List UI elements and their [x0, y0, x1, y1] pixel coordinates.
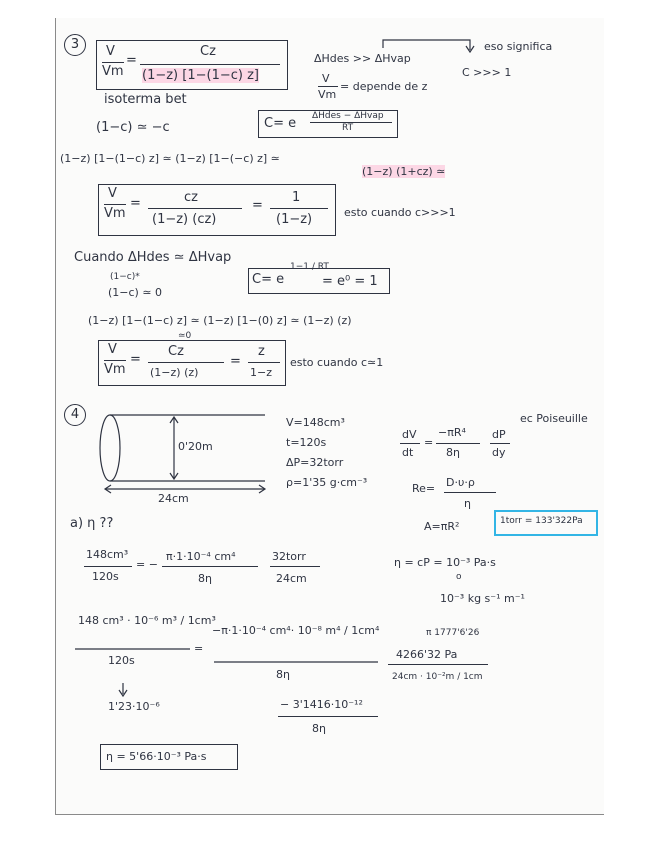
- c-one-tail: = e⁰ = 1: [322, 274, 378, 289]
- note2-den: Vm: [318, 88, 337, 101]
- result-2-bar: [278, 716, 378, 717]
- sub1-b-bar: [162, 566, 258, 567]
- sub2-eq: =: [194, 642, 204, 655]
- eq1-eq: =: [126, 53, 137, 68]
- sub1-a-den: 120s: [92, 570, 119, 583]
- pois-rhs-num: dP: [492, 428, 506, 441]
- eq3-mid-den: (1−z) (z): [150, 366, 199, 379]
- pois-mid-bar: [436, 443, 480, 444]
- case2-a: (1−c)*: [110, 272, 140, 282]
- eq3-rhs-bar: [248, 362, 280, 363]
- result-2-den: 8η: [312, 722, 326, 735]
- result-1: 1'23·10⁻⁶: [108, 700, 160, 713]
- given-volume: V=148cm³: [286, 416, 345, 429]
- sub2-c-bar: [388, 664, 488, 665]
- eq3-mid-bar: [148, 362, 224, 363]
- sub1-eq: = −: [136, 558, 158, 571]
- sub2-c-top: π 1777'6'26: [426, 628, 480, 638]
- eq3-eq2: =: [230, 354, 241, 369]
- eq2-lhs-num: V: [108, 186, 117, 201]
- eq3-lhs-den: Vm: [104, 362, 126, 377]
- eq1-lhs-den: Vm: [102, 64, 124, 79]
- line3-main: (1−z) [1−(1−c) z] ≃ (1−z) [1−(−c) z] ≃: [60, 152, 280, 165]
- pois-mid-num: −πR⁴: [438, 426, 466, 439]
- pois-eq: =: [424, 436, 434, 449]
- eq3-rhs-num: z: [258, 344, 265, 359]
- eq3-lhs-bar: [104, 360, 126, 361]
- problem-3-number: 3: [64, 34, 86, 56]
- eta-cp: η = cP = 10⁻³ Pa·s: [394, 556, 496, 569]
- pois-lhs-bar: [400, 443, 420, 444]
- sub1-b-num: π·1·10⁻⁴ cm⁴: [166, 550, 236, 563]
- re-num: D·υ·ρ: [446, 476, 475, 489]
- answer-text: η = 5'66·10⁻³ Pa·s: [106, 750, 207, 763]
- note-eso-significa: eso significa: [484, 40, 553, 53]
- eq2-mid-num: cz: [184, 190, 198, 205]
- sub1-c-bar: [270, 566, 320, 567]
- eq3-lhs-num: V: [108, 342, 117, 357]
- sub1-c-den: 24cm: [276, 572, 307, 585]
- area-formula: A=πR²: [424, 520, 460, 533]
- eq2-note: esto cuando c>>>1: [344, 206, 456, 219]
- c-def-exp-den: RT: [342, 123, 354, 133]
- note-c-large: C >>> 1: [462, 66, 512, 79]
- problem-4-number: 4: [64, 404, 86, 426]
- note-dhdes-dhvap: ΔHdes >> ΔHvap: [314, 52, 411, 65]
- note2-num: V: [322, 72, 330, 85]
- line3-highlight: (1−z) (1+cz) ≃: [362, 165, 446, 178]
- eq2-rhs-num: 1: [292, 190, 301, 205]
- re-bar: [444, 492, 496, 493]
- sub2-a-num: 148 cm³ · 10⁻⁶ m³ / 1cm³: [78, 614, 216, 627]
- part-a-label: a) η ??: [70, 516, 114, 531]
- sub1-c-num: 32torr: [272, 550, 306, 563]
- eta-or: o: [456, 572, 462, 582]
- re-den: η: [464, 497, 471, 510]
- given-time: t=120s: [286, 436, 327, 449]
- eq1-rhs-den: (1−z) [1−(1−c) z]: [142, 68, 259, 83]
- conversion-text: 1torr = 133'322Pa: [500, 516, 583, 526]
- tube-diagram: [100, 415, 265, 493]
- line6: (1−z) [1−(1−c) z] ≃ (1−z) [1−(0) z] ≃ (1−z) (z): [88, 314, 352, 327]
- pois-mid-den: 8η: [446, 446, 460, 459]
- case2-b: (1−c) ≃ 0: [108, 286, 163, 299]
- eq2-eq1: =: [130, 196, 141, 211]
- result-2-num: − 3'1416·10⁻¹²: [280, 698, 363, 711]
- eq2-lhs-den: Vm: [104, 206, 126, 221]
- eq3-eq1: =: [130, 352, 141, 367]
- c-one-exp: 1−1 / RT: [290, 262, 329, 272]
- eq2-eq2: =: [252, 198, 263, 213]
- sub2-b-num: −π·1·10⁻⁴ cm⁴· 10⁻⁸ m⁴ / 1cm⁴: [212, 624, 380, 637]
- c-definition: C= e: [264, 116, 297, 131]
- pois-lhs-num: dV: [402, 428, 417, 441]
- eq1-label: isoterma bet: [104, 92, 187, 107]
- note2-bar: [318, 86, 338, 87]
- sub1-b-den: 8η: [198, 572, 212, 585]
- eq2-rhs-den: (1−z): [276, 212, 313, 227]
- sub2-b-den: 8η: [276, 668, 290, 681]
- sub1-a-num: 148cm³: [86, 548, 129, 561]
- eq3-mid-num: Cz: [168, 344, 184, 359]
- eq2-mid-bar: [148, 208, 242, 209]
- approx-1-c: (1−c) ≃ −c: [96, 120, 170, 135]
- case2-heading: Cuando ΔHdes ≃ ΔHvap: [74, 250, 232, 265]
- sub2-c-num: 4266'32 Pa: [396, 648, 458, 661]
- given-pressure: ΔP=32torr: [286, 456, 344, 469]
- c-def-exp-num: ΔHdes − ΔHvap: [312, 111, 384, 121]
- re-lhs: Re=: [412, 482, 436, 495]
- eq1-lhs-bar: [102, 62, 124, 63]
- given-density: ρ=1'35 g·cm⁻³: [286, 476, 368, 489]
- pois-lhs-den: dt: [402, 446, 414, 459]
- eq3-rhs-den: 1−z: [250, 366, 272, 379]
- sub2-c-den: 24cm · 10⁻²m / 1cm: [392, 672, 483, 682]
- eq2-lhs-bar: [104, 204, 126, 205]
- eq3-mark: ≃0: [178, 331, 192, 341]
- eq1-rhs-num: Cz: [200, 44, 216, 59]
- sub2-a-den: 120s: [108, 654, 135, 667]
- tube-length: 24cm: [158, 492, 189, 505]
- pois-rhs-den: dy: [492, 446, 506, 459]
- eq2-rhs-bar: [270, 208, 328, 209]
- eq1-lhs-num: V: [106, 44, 115, 59]
- eq1-rhs-bar: [140, 64, 280, 65]
- c-one: C= e: [252, 272, 285, 287]
- tube-diameter: 0'20m: [178, 440, 213, 453]
- poiseuille-label: ec Poiseuille: [520, 412, 588, 425]
- eq2-mid-den: (1−z) (cz): [152, 212, 217, 227]
- eq3-note: esto cuando c≃1: [290, 356, 384, 369]
- sub1-a-bar: [84, 566, 132, 567]
- eta-units: 10⁻³ kg s⁻¹ m⁻¹: [440, 592, 525, 605]
- note2-text: = depende de z: [340, 80, 428, 93]
- pois-rhs-bar: [490, 443, 510, 444]
